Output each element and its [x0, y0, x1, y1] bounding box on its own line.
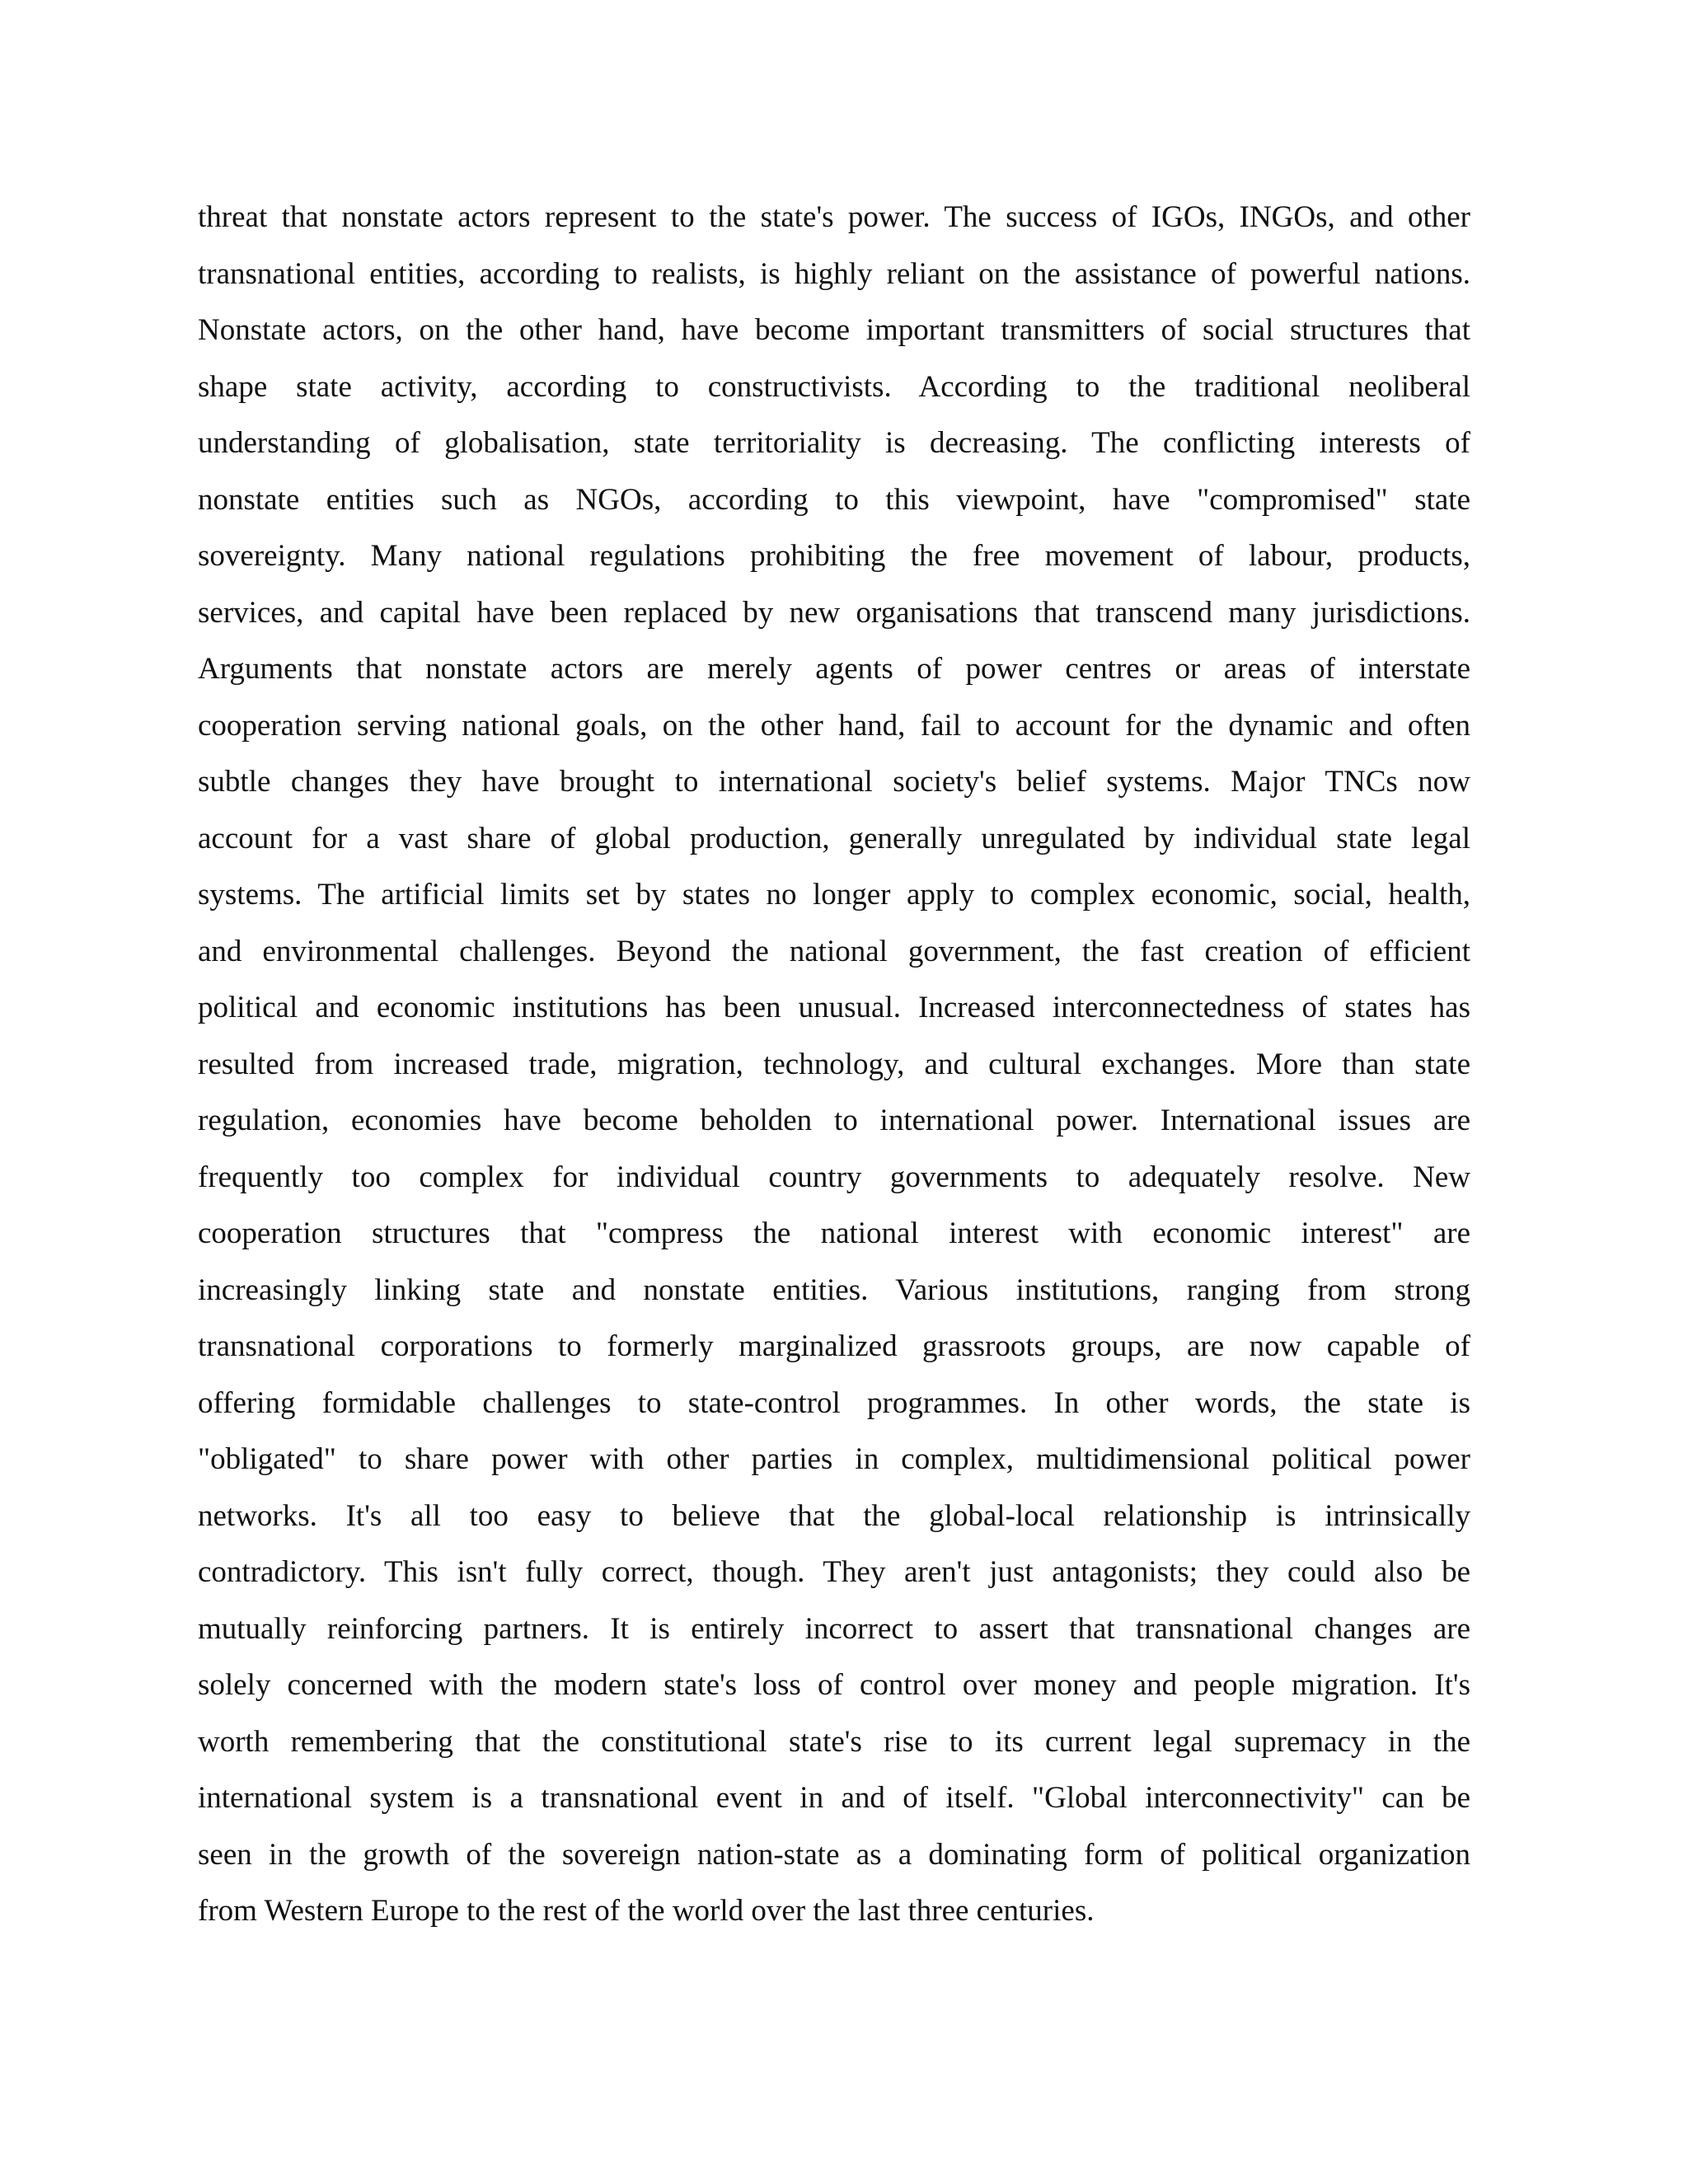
text-line: understanding of globalisation, state territoriality is decreasing. The conflicting interests of — [198, 426, 1470, 460]
text-line: from Western Europe to the rest of the world over the last three centuries. — [198, 1894, 1095, 1928]
text-line: political and economic institutions has been unusual. Increased interconnectedness of states has — [198, 991, 1470, 1024]
text-line: cooperation serving national goals, on the other hand, fail to account for the dynamic and often — [198, 708, 1470, 743]
text-line: and environmental challenges. Beyond the national government, the fast creation of efficient — [198, 934, 1470, 968]
text-line: cooperation structures that "compress the national interest with economic interest" are — [198, 1216, 1470, 1250]
text-line: mutually reinforcing partners. It is entirely incorrect to assert that transnational changes are — [198, 1611, 1470, 1646]
text-line: threat that nonstate actors represent to the state's power. The success of IGOs, INGOs, and other — [198, 200, 1470, 234]
text-line: offering formidable challenges to state-control programmes. In other words, the state is — [198, 1385, 1470, 1420]
text-line: regulation, economies have become beholden to international power. International issues are — [198, 1104, 1470, 1137]
text-line: networks. It's all too easy to believe that the global-local relationship is intrinsically — [198, 1498, 1470, 1533]
body-paragraph — [198, 190, 1470, 1940]
text-line: resulted from increased trade, migration, technology, and cultural exchanges. More than state — [198, 1047, 1470, 1081]
text-line: services, and capital have been replaced by new organisations that transcend many jurisdictions. — [198, 595, 1470, 630]
text-line: transnational corporations to formerly marginalized grassroots groups, are now capable of — [198, 1329, 1470, 1363]
text-line: Arguments that nonstate actors are merely agents of power centres or areas of interstate — [198, 652, 1470, 686]
text-line: shape state activity, according to constructivists. According to the traditional neoliberal — [198, 369, 1470, 404]
text-line: Nonstate actors, on the other hand, have become important transmitters of social structures that — [198, 313, 1470, 347]
text-line: nonstate entities such as NGOs, according to this viewpoint, have "compromised" state — [198, 482, 1470, 517]
text-line: subtle changes they have brought to international society's belief systems. Major TNCs now — [198, 765, 1470, 799]
text-line: sovereignty. Many national regulations prohibiting the free movement of labour, products, — [198, 539, 1470, 573]
text-line: frequently too complex for individual country governments to adequately resolve. New — [198, 1160, 1470, 1194]
text-line: international system is a transnational event in and of itself. "Global interconnectivity" can be — [198, 1781, 1470, 1815]
text-line: systems. The artificial limits set by states no longer apply to complex economic, social, health, — [198, 878, 1470, 912]
text-line: solely concerned with the modern state's loss of control over money and people migration. It's — [198, 1668, 1470, 1702]
text-line: "obligated" to share power with other parties in complex, multidimensional political power — [198, 1442, 1470, 1476]
text-line: account for a vast share of global production, generally unregulated by individual state legal — [198, 821, 1470, 855]
text-line: increasingly linking state and nonstate entities. Various institutions, ranging from strong — [198, 1272, 1470, 1307]
text-line: seen in the growth of the sovereign nation-state as a dominating form of political organization — [198, 1837, 1470, 1872]
text-line: contradictory. This isn't fully correct, though. They aren't just antagonists; they could also be — [198, 1555, 1470, 1589]
text-line: transnational entities, according to realists, is highly reliant on the assistance of powerful nations. — [198, 256, 1470, 291]
text-line: worth remembering that the constitutional state's rise to its current legal supremacy in the — [198, 1724, 1470, 1759]
